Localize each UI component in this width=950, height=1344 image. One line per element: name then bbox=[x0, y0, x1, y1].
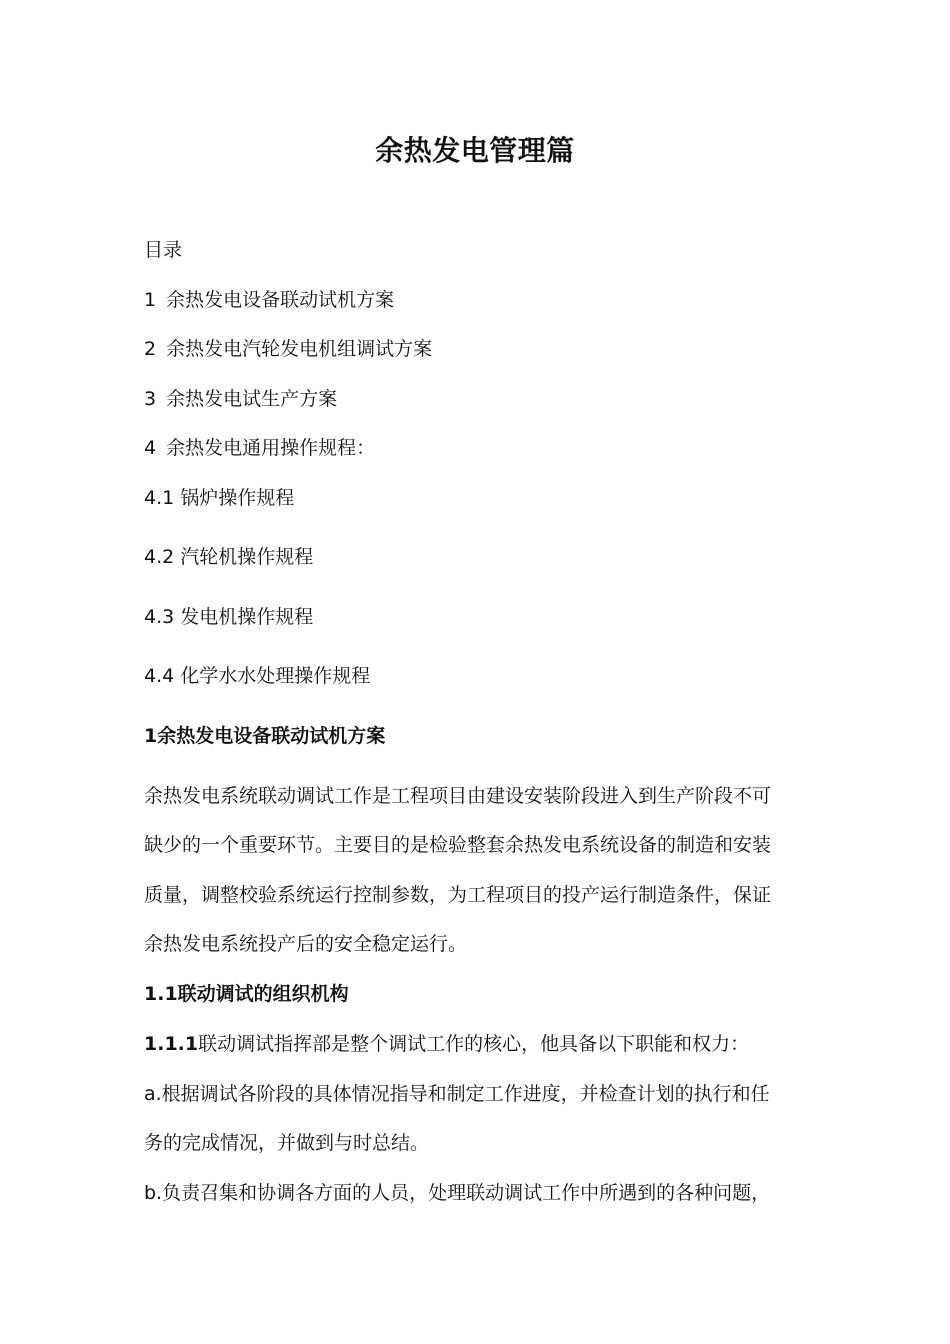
section-1-1-heading: 1.1联动调试的组织机构 bbox=[144, 983, 349, 1005]
toc-item-4 bbox=[144, 434, 375, 462]
document-title: 余热发电管理篇 bbox=[375, 134, 575, 167]
toc-subitem-4-3: 4.3 发电机操作规程 bbox=[144, 606, 314, 628]
toc-heading: 目录 bbox=[144, 239, 183, 261]
toc-item-number: 2 bbox=[144, 338, 157, 360]
toc-item-text: 余热发电汽轮发电机组调试方案 bbox=[166, 338, 433, 360]
section-1-paragraph-line: 质量，调整校验系统运行控制参数，为工程项目的投产运行制造条件，保证 bbox=[144, 884, 772, 906]
toc-item-3 bbox=[144, 385, 337, 413]
toc-item-text: 余热发电通用操作规程： bbox=[166, 437, 376, 459]
toc-subitem-4-1: 4.1 锅炉操作规程 bbox=[144, 487, 295, 509]
item-1-1-1-number: 1.1.1 bbox=[144, 1033, 199, 1055]
item-1-1-1 bbox=[144, 1030, 749, 1058]
section-1-paragraph-line: 缺少的一个重要环节。主要目的是检验整套余热发电系统设备的制造和安装 bbox=[144, 834, 772, 856]
toc-item-1 bbox=[144, 286, 394, 314]
item-a-line: a.根据调试各阶段的具体情况指导和制定工作进度，并检查计划的执行和任 bbox=[144, 1083, 770, 1105]
toc-item-2 bbox=[144, 335, 432, 363]
toc-item-number: 3 bbox=[144, 388, 157, 410]
section-1-heading: 1余热发电设备联动试机方案 bbox=[144, 725, 386, 747]
item-b-line: b.负责召集和协调各方面的人员，处理联动调试工作中所遇到的各种问题， bbox=[144, 1182, 771, 1204]
toc-subitem-4-4: 4.4 化学水水处理操作规程 bbox=[144, 665, 371, 687]
section-1-paragraph-line: 余热发电系统联动调试工作是工程项目由建设安装阶段进入到生产阶段不可 bbox=[144, 785, 772, 807]
toc-subitem-4-2: 4.2 汽轮机操作规程 bbox=[144, 546, 314, 568]
toc-item-number: 1 bbox=[144, 289, 157, 311]
section-1-paragraph-line: 余热发电系统投产后的安全稳定运行。 bbox=[144, 933, 468, 955]
toc-item-text: 余热发电设备联动试机方案 bbox=[166, 289, 395, 311]
toc-item-number: 4 bbox=[144, 437, 157, 459]
item-a-line: 务的完成情况，并做到与时总结。 bbox=[144, 1132, 430, 1154]
item-1-1-1-text: 联动调试指挥部是整个调试工作的核心，他具备以下职能和权力： bbox=[198, 1033, 750, 1055]
toc-item-text: 余热发电试生产方案 bbox=[166, 388, 338, 410]
